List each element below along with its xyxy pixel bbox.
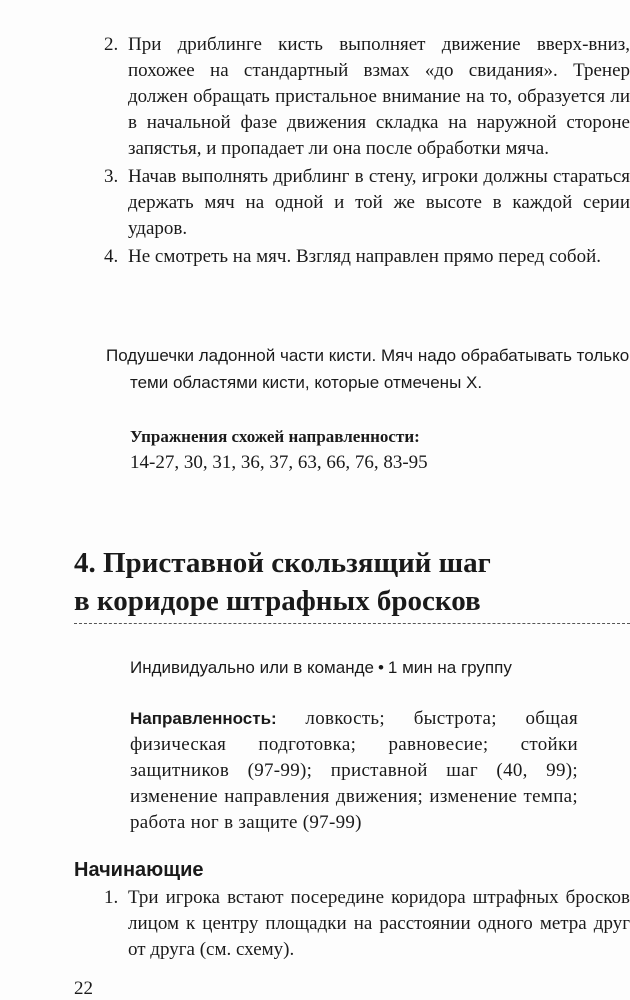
focus-label: Направленность: — [130, 709, 277, 728]
numbered-list — [104, 32, 630, 272]
list-item-text: Начав выполнять дриблинг в стену, игроки должны стараться держать мяч на одной и той же высоте в каждой серии ударов. — [128, 166, 630, 239]
list-item — [104, 885, 630, 963]
section-title-line-1: 4. Приставной скользящий шаг — [74, 547, 491, 579]
section-title-line-2: в коридоре штрафных бросков — [74, 585, 481, 617]
list-item — [104, 244, 630, 270]
list-item-text: Три игрока встают посередине коридора штрафных бросков лицом к центру площадки на расстоянии одного метра друг от друга (см. схему). — [128, 887, 630, 960]
related-exercises — [130, 424, 610, 476]
related-exercises-heading: Упражнения схожей направленности: — [130, 427, 420, 446]
list-item-text: Не смотреть на мяч. Взгляд направлен прямо перед собой. — [128, 246, 602, 267]
exercise-meta — [130, 655, 610, 681]
meta-separator: • — [377, 658, 384, 677]
list-item — [104, 164, 630, 242]
list-item-number: 4. — [104, 246, 119, 267]
meta-duration: 1 мин на группу — [387, 658, 512, 677]
list-item-text: При дриблинге кисть выполняет движение вверх-вниз, похожее на стандартный взмах «до свидания». Тренер должен обращать пристальное внимание на то, образуется ли в начальной фазе движения складка на наружной стороне запястья, и пропадает ли она после обработки мяча. — [128, 34, 630, 159]
page-number: 22 — [74, 978, 93, 999]
list-item-number: 3. — [104, 166, 119, 187]
list-item-number: 2. — [104, 34, 119, 55]
level-heading: Начинающие — [74, 859, 204, 881]
palm-note: Подушечки ладонной части кисти. Мяч надо обрабатывать только теми областями кисти, которые отмечены Х. — [106, 346, 630, 392]
section-title — [74, 544, 630, 620]
beginner-steps-list — [104, 885, 630, 965]
related-exercises-list: 14-27, 30, 31, 36, 37, 63, 66, 76, 83-95 — [130, 452, 428, 473]
focus-text: ловкость; быстрота; общая физическая подготовка; равновесие; стойки защитников (97-99); приставной шаг (40, 99); изменение направления движения; изменение темпа; работа ног в защите (97-99) — [130, 708, 578, 833]
section-divider — [74, 623, 630, 624]
list-item — [104, 32, 630, 162]
meta-format: Индивидуально или в команде — [130, 658, 374, 677]
list-item-number: 1. — [104, 887, 119, 908]
exercise-focus — [130, 706, 578, 836]
